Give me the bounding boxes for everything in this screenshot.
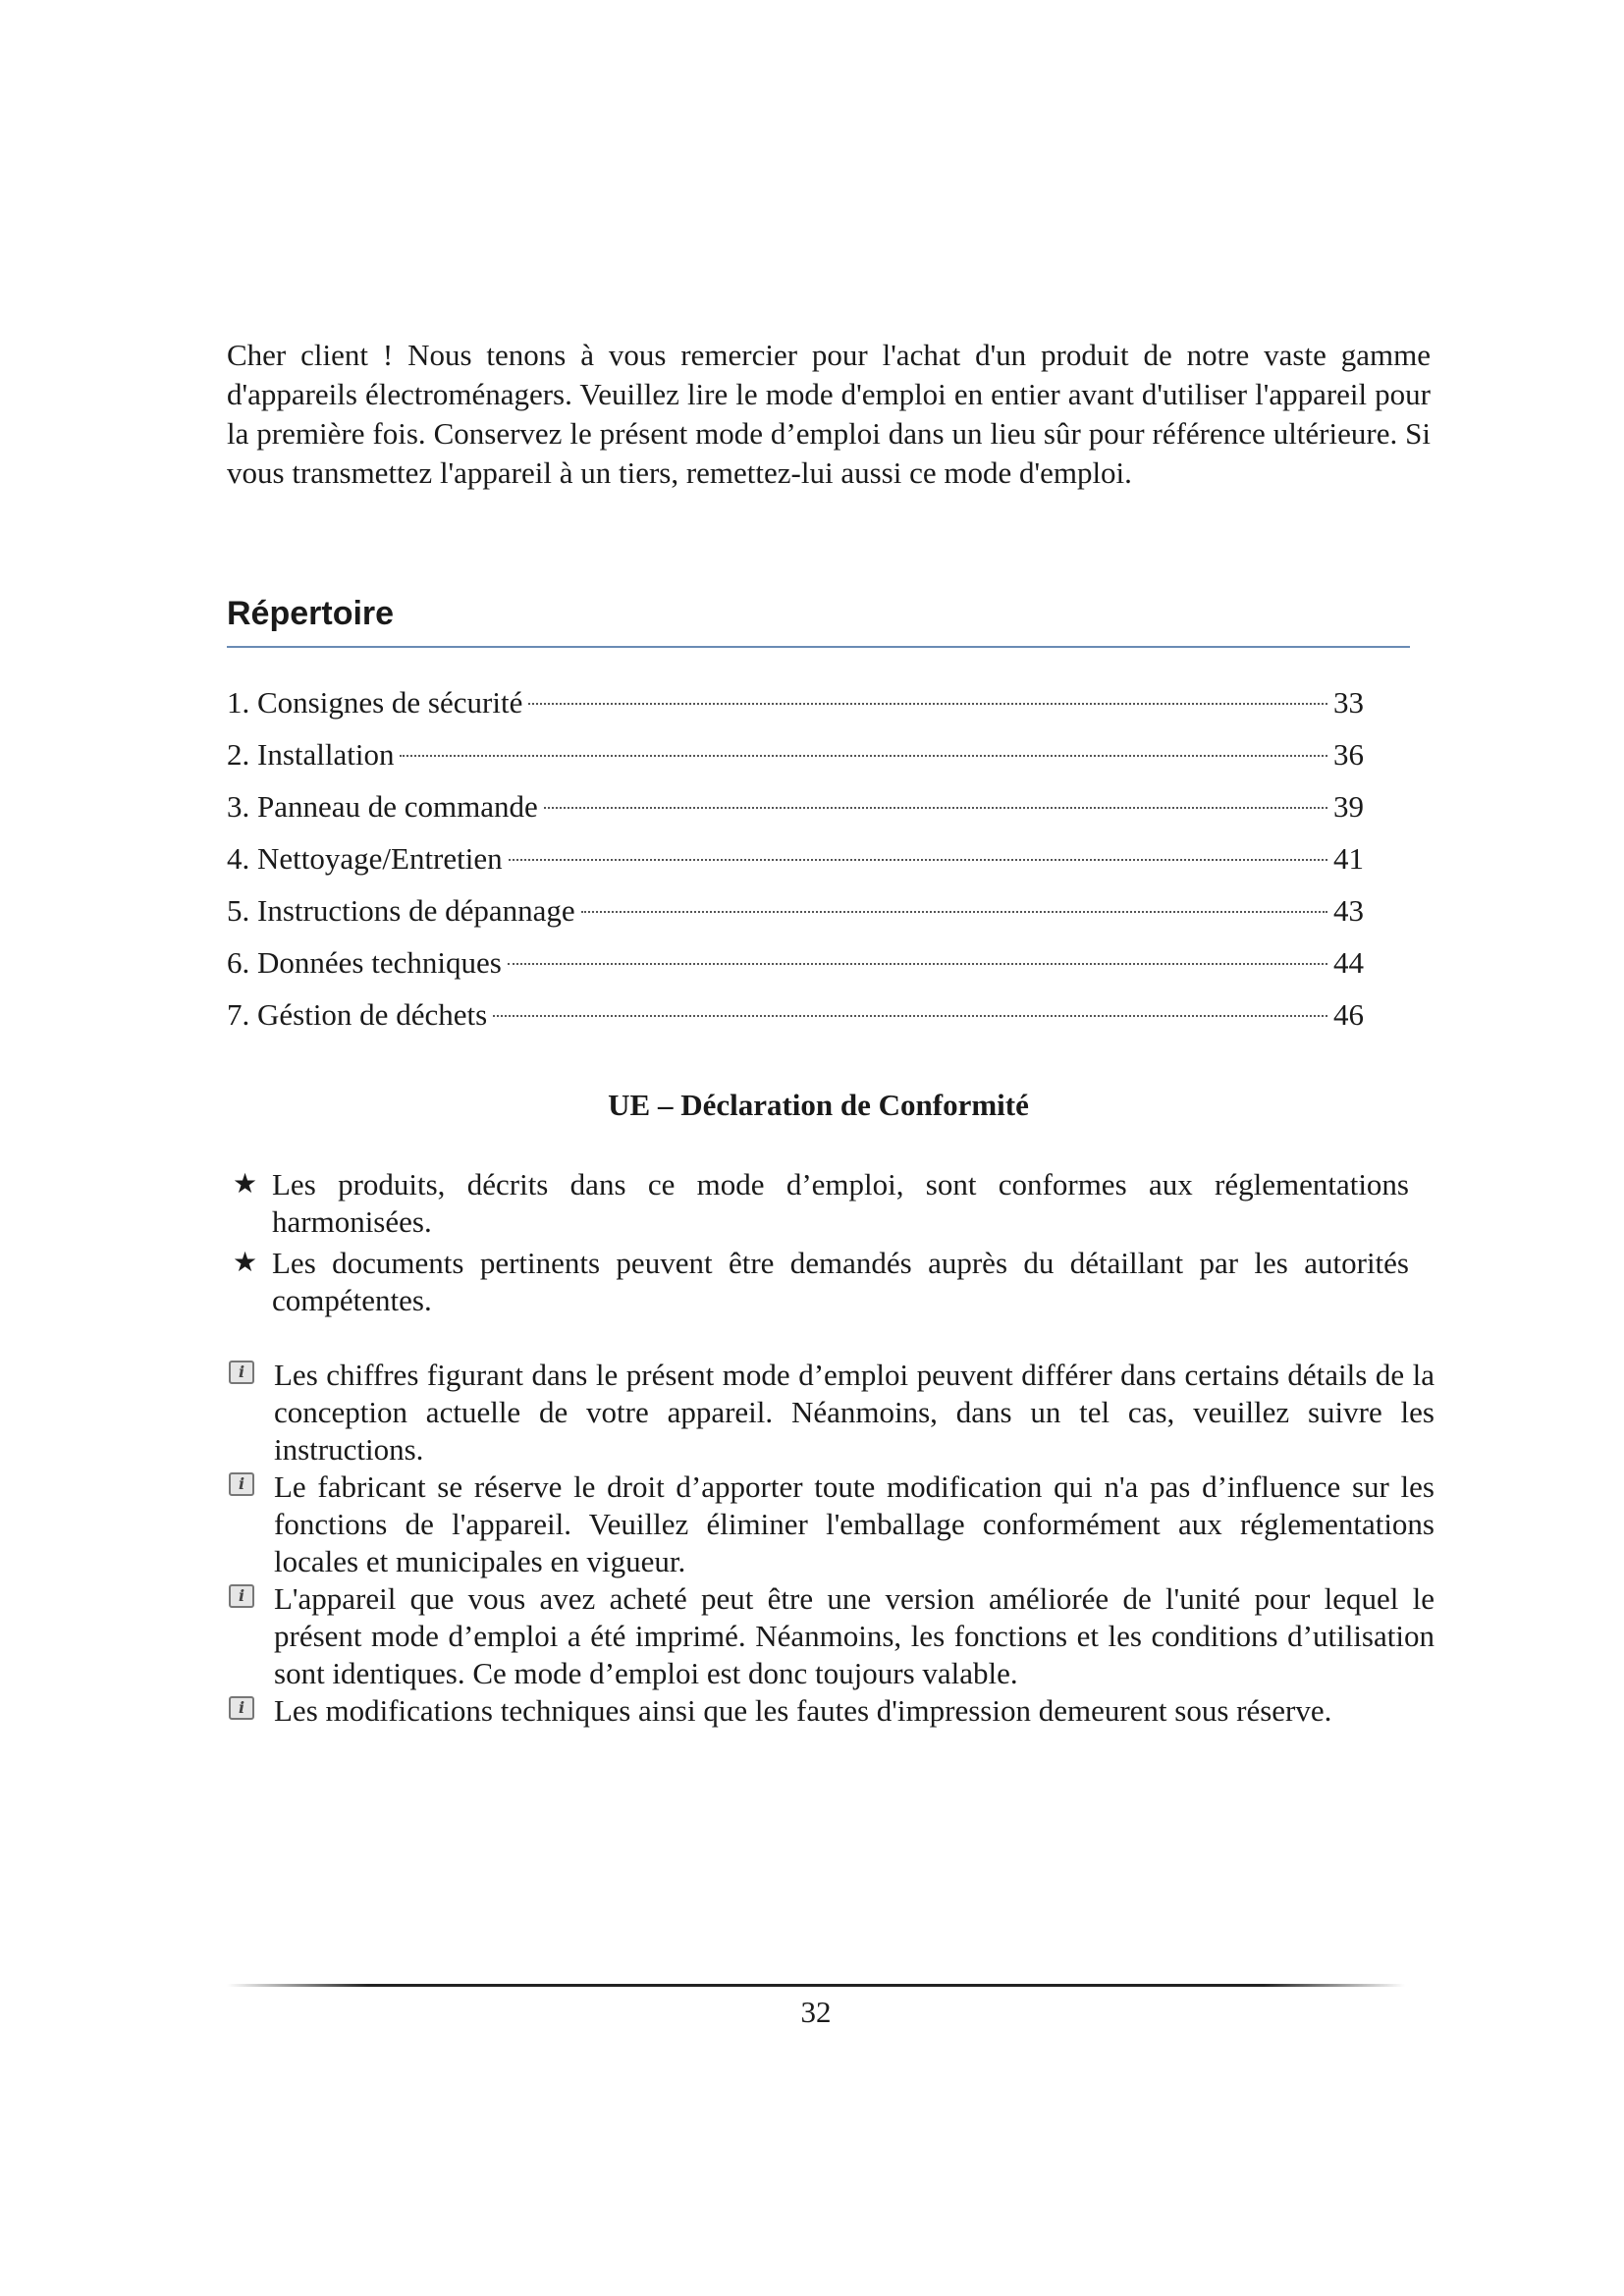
page-number: 32 <box>800 1995 832 2029</box>
note-text: Le fabricant se réserve le droit d’apporter toute modification qui n'a pas d’influence sur les fonctions de l'appareil. Veuillez éliminer l'emballage conformément aux réglementations locales et municipales en vigueur. <box>274 1469 1435 1578</box>
note-text: Les chiffres figurant dans le présent mode d’emploi peuvent différer dans certains détails de la conception actuelle de votre appareil. Néanmoins, dans un tel cas, veuillez suivre les instructions. <box>274 1358 1435 1467</box>
toc-entry-page: 41 <box>1333 841 1364 876</box>
toc-entry-page: 43 <box>1333 893 1364 928</box>
toc-entry-label: 7. Géstion de déchets <box>227 997 488 1032</box>
toc-leader-dots <box>493 1015 1327 1017</box>
footer-divider <box>227 1984 1405 1987</box>
note-item <box>227 1692 1435 1730</box>
conformity-item <box>227 1166 1409 1241</box>
note-text: Les modifications techniques ainsi que les fautes d'impression demeurent sous réserve. <box>274 1693 1332 1728</box>
note-text: L'appareil que vous avez acheté peut être une version améliorée de l'unité pour lequel le présent mode d’emploi a été imprimé. Néanmoins, les fonctions et les conditions d’utilisation sont identiques. Ce mode d’emploi est donc toujours valable. <box>274 1581 1435 1690</box>
conformity-title: UE – Déclaration de Conformité <box>608 1088 1029 1122</box>
toc-leader-dots <box>508 963 1327 965</box>
toc-entry[interactable] <box>227 787 1364 839</box>
conformity-text: Les documents pertinents peuvent être demandés auprès du détaillant par les autorités compétentes. <box>272 1246 1409 1317</box>
star-icon: ★ <box>233 1169 258 1200</box>
toc-entry-label: 2. Installation <box>227 737 395 772</box>
toc-leader-dots <box>528 703 1327 705</box>
toc-leader-dots <box>400 755 1327 757</box>
info-icon: i <box>229 1361 254 1384</box>
toc-entry[interactable] <box>227 839 1364 891</box>
conformity-text: Les produits, décrits dans ce mode d’emploi, sont conformes aux réglementations harmonisées. <box>272 1167 1409 1239</box>
repertoire-title: Répertoire <box>227 595 395 632</box>
toc-entry[interactable] <box>227 943 1364 995</box>
conformity-list <box>227 1166 1409 1323</box>
toc-entry-label: 1. Consignes de sécurité <box>227 685 523 720</box>
star-icon: ★ <box>233 1248 258 1278</box>
repertoire-divider <box>227 646 1410 648</box>
info-icon: i <box>229 1472 254 1496</box>
toc-entry-label: 3. Panneau de commande <box>227 789 538 824</box>
toc-entry[interactable] <box>227 891 1364 943</box>
conformity-item <box>227 1245 1409 1319</box>
intro-paragraph: Cher client ! Nous tenons à vous remercier pour l'achat d'un produit de notre vaste gamme d'appareils électroménagers. Veuillez lire le mode d'emploi en entier avant d'utiliser l'appareil pour la première fois. Conservez le présent mode d’emploi dans un lieu sûr pour référence ultérieure. Si vous transmettez l'appareil à un tiers, remettez-lui aussi ce mode d'emploi. <box>227 338 1431 490</box>
toc-leader-dots <box>544 807 1327 809</box>
table-of-contents <box>227 683 1364 1047</box>
toc-entry[interactable] <box>227 735 1364 787</box>
toc-leader-dots <box>509 859 1327 861</box>
toc-entry-label: 4. Nettoyage/Entretien <box>227 841 503 876</box>
toc-entry-label: 6. Données techniques <box>227 945 502 980</box>
toc-entry-page: 44 <box>1333 945 1364 980</box>
note-item <box>227 1468 1435 1580</box>
note-item <box>227 1580 1435 1692</box>
toc-leader-dots <box>581 911 1327 913</box>
info-icon: i <box>229 1696 254 1720</box>
toc-entry-page: 39 <box>1333 789 1364 824</box>
info-icon: i <box>229 1584 254 1608</box>
toc-entry-page: 33 <box>1333 685 1364 720</box>
note-item <box>227 1357 1435 1468</box>
toc-entry[interactable] <box>227 683 1364 735</box>
notes-list <box>227 1357 1435 1730</box>
toc-entry[interactable] <box>227 995 1364 1047</box>
toc-entry-page: 36 <box>1333 737 1364 772</box>
toc-entry-label: 5. Instructions de dépannage <box>227 893 575 928</box>
toc-entry-page: 46 <box>1333 997 1364 1032</box>
